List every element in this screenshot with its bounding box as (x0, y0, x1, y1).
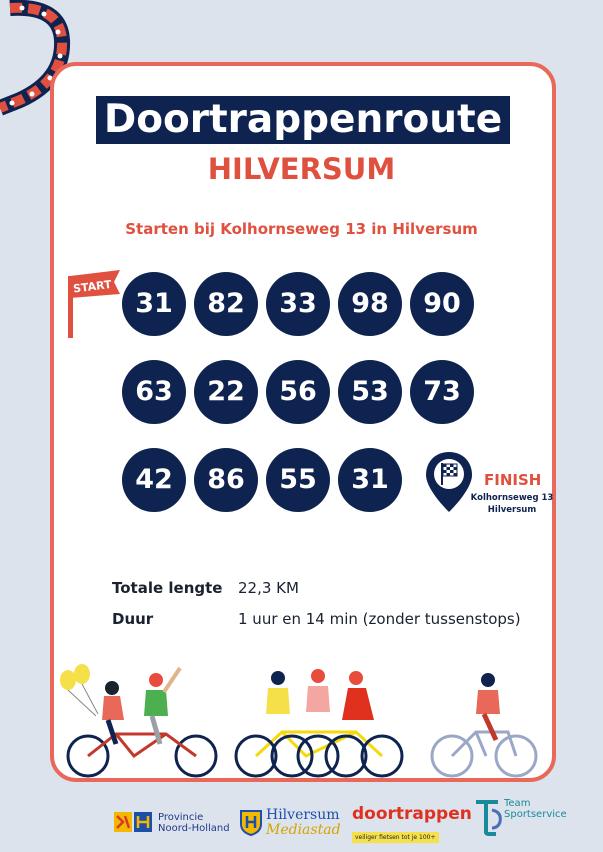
team-name-line2: Sportservice (504, 809, 567, 820)
team-name-line1: Team (504, 798, 531, 809)
route-number: 55 (266, 448, 330, 512)
route-number: 53 (338, 360, 402, 424)
finish-label: FINISH (484, 471, 542, 489)
length-value: 22,3 KM (238, 579, 299, 597)
team-sportservice-icon (474, 798, 504, 836)
route-number: 98 (338, 272, 402, 336)
city-subtitle: HILVERSUM (207, 152, 396, 186)
start-flag-label: START (72, 277, 113, 296)
finish-pin-icon (424, 450, 474, 514)
finish-address-line2: Hilversum (487, 505, 537, 515)
route-number: 90 (410, 272, 474, 336)
route-number: 86 (194, 448, 258, 512)
route-number: 42 (122, 448, 186, 512)
provincie-name-line2: Noord-Holland (158, 823, 230, 834)
length-label: Totale lengte (112, 579, 223, 597)
start-location: Starten bij Kolhornseweg 13 in Hilversum (125, 220, 478, 238)
route-number: 82 (194, 272, 258, 336)
route-number: 56 (266, 360, 330, 424)
provincie-crest-icon (114, 812, 152, 832)
doortrappen-tagline: veiliger fietsen tot je 100+ (352, 832, 439, 843)
hilversum-tagline: Mediastad (266, 822, 341, 838)
page-title: Doortrappenroute (96, 96, 510, 144)
finish-address-line1: Kolhornseweg 13 (470, 493, 554, 503)
team-sportservice-logo (474, 798, 567, 838)
provincie-logo (114, 810, 244, 836)
route-number: 33 (266, 272, 330, 336)
route-number: 22 (194, 360, 258, 424)
route-number: 63 (122, 360, 186, 424)
hilversum-shield-icon (240, 810, 262, 836)
finish-address (470, 492, 554, 516)
route-number: 31 (122, 272, 186, 336)
provincie-name-line1: Provincie (158, 812, 204, 823)
route-number: 73 (410, 360, 474, 424)
hilversum-logo (240, 808, 344, 838)
cyclists-illustration (56, 658, 550, 780)
start-flag-icon (64, 266, 124, 338)
route-number: 31 (338, 448, 402, 512)
duration-value: 1 uur en 14 min (zonder tussenstops) (238, 610, 521, 628)
doortrappen-logo (352, 804, 472, 841)
hilversum-name: Hilversum (266, 807, 340, 823)
duration-label: Duur (112, 610, 154, 628)
doortrappen-wordmark: doortrappen (352, 804, 472, 824)
